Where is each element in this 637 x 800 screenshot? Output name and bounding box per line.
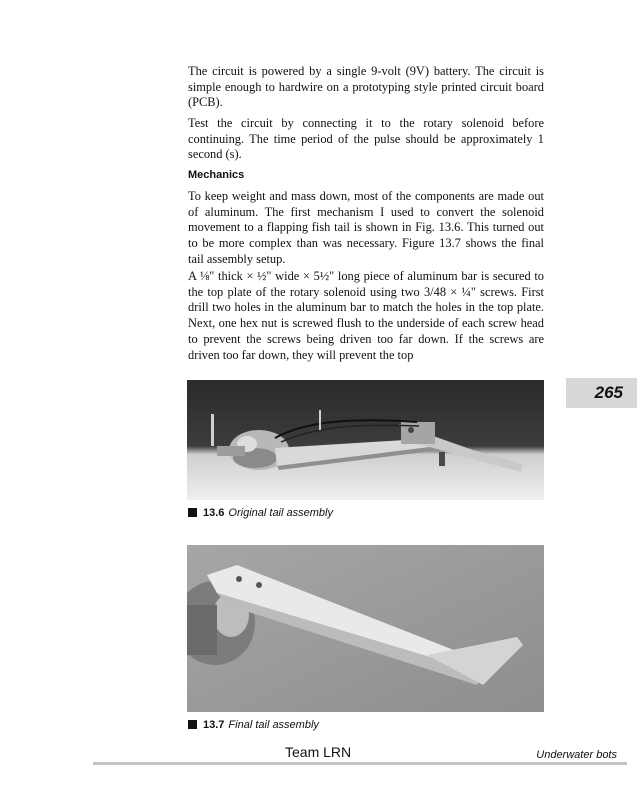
paragraph-text: A ⅛" thick × ½" wide × 5½" long piece of aluminum bar is secured to the top plate of the rotary solenoid using two 3/48 × ¼" screws. First drill two holes in the aluminum bar to match the holes in the top plate. Next, one hex nut is screwed flush to the underside of each screw head to prevent the screws being driven too far down. If the screws are driven too far down, they will prevent the top <box>188 269 544 362</box>
section-heading: Mechanics <box>188 169 245 181</box>
paragraph-text: The circuit is powered by a single 9-volt (9V) battery. The circuit is simple enough to hardwire on a prototyping style printed circuit board (PCB). <box>188 64 544 110</box>
body-paragraph <box>188 116 544 163</box>
figure-caption <box>188 507 333 519</box>
footer-running-title: Underwater bots <box>536 749 617 761</box>
figure-13-6-photo <box>187 380 544 500</box>
figure-number: 13.6 <box>203 507 225 519</box>
figure-13-7-photo <box>187 545 544 712</box>
paragraph-text: Test the circuit by connecting it to the rotary solenoid before continuing. The time period of the pulse should be approximately 1 second (s). <box>188 116 544 162</box>
body-paragraph <box>188 269 544 363</box>
caption-text: Original tail assembly <box>228 507 333 519</box>
footer-rule <box>93 762 627 765</box>
caption-text: Final tail assembly <box>228 719 319 731</box>
caption-marker-icon <box>188 720 197 729</box>
body-paragraph <box>188 189 544 268</box>
caption-marker-icon <box>188 508 197 517</box>
figure-caption <box>188 719 319 731</box>
footer-center-text: Team LRN <box>285 744 352 760</box>
paragraph-text: To keep weight and mass down, most of the components are made out of aluminum. The first mechanism I used to convert the solenoid movement to a flapping fish tail is shown in Fig. 13.6. This turned out to be more complex than was necessary. Figure 13.7 shows the final tail assembly setup. <box>188 189 544 266</box>
figure-number: 13.7 <box>203 719 225 731</box>
page-number-tab <box>566 378 637 408</box>
body-paragraph <box>188 64 544 111</box>
page-number: 265 <box>594 383 623 402</box>
